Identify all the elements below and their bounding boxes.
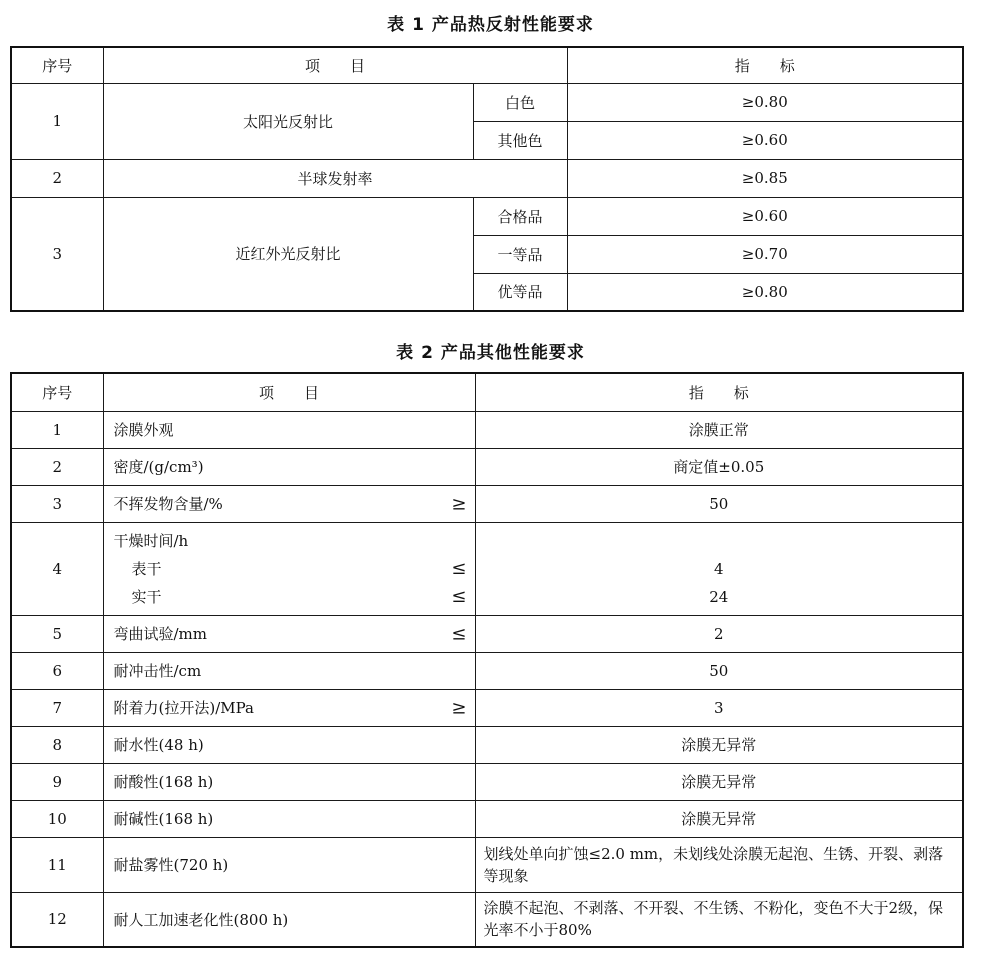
row-no: 7 [11, 689, 103, 726]
table-row [11, 726, 963, 763]
spec-value: 50 [475, 485, 963, 522]
table-row [11, 159, 963, 197]
table-row [11, 837, 963, 892]
row-no: 11 [11, 837, 103, 892]
row-item-label: 弯曲试验/mm [113, 625, 208, 643]
spec-value: 商定值±0.05 [475, 448, 963, 485]
row-item: 太阳光反射比 [103, 83, 473, 159]
sub-item [114, 583, 475, 611]
comparison-symbol: ≤ [451, 585, 467, 607]
spec-value: 2 [475, 615, 963, 652]
row-no: 9 [11, 763, 103, 800]
table-row [11, 522, 963, 615]
sub-label: 一等品 [473, 235, 567, 273]
table-row [11, 411, 963, 448]
row-item-label: 干燥时间/h [113, 531, 189, 550]
row-item: 近红外光反射比 [103, 197, 473, 311]
spec-value: 3 [475, 689, 963, 726]
sub-label: 其他色 [473, 121, 567, 159]
header-spec: 指 标 [475, 373, 963, 411]
table2-header-row [11, 373, 963, 411]
table-row [11, 892, 963, 947]
comparison-symbol: ≤ [451, 623, 467, 644]
row-no: 2 [11, 159, 103, 197]
row-item-label: 附着力(拉开法)/MPa [113, 699, 254, 717]
spec-value: 涂膜不起泡、不剥落、不开裂、不生锈、不粉化，变色不大于2级，保光率不小于80% [475, 892, 963, 947]
header-item: 项 目 [103, 47, 567, 83]
table-row [11, 197, 963, 235]
spec-value: ≥0.85 [567, 159, 963, 197]
row-no: 4 [11, 522, 103, 615]
header-spec: 指 标 [567, 47, 963, 83]
table-row [11, 689, 963, 726]
sub-value: 4 [713, 559, 724, 578]
spec-value: 涂膜无异常 [475, 763, 963, 800]
row-no: 1 [11, 411, 103, 448]
row-item-label: 不挥发物含量/% [113, 495, 223, 513]
row-no: 8 [11, 726, 103, 763]
row-no: 5 [11, 615, 103, 652]
table-row [11, 83, 963, 121]
table-row [11, 448, 963, 485]
row-item: 耐酸性(168 h) [103, 763, 475, 800]
spec-value: 涂膜正常 [475, 411, 963, 448]
spec-value: ≥0.70 [567, 235, 963, 273]
spec-value [475, 522, 963, 615]
row-item: 耐冲击性/cm [103, 652, 475, 689]
table-row [11, 800, 963, 837]
row-no: 3 [11, 197, 103, 311]
spec-value: ≥0.60 [567, 121, 963, 159]
row-no: 2 [11, 448, 103, 485]
row-item [103, 522, 475, 615]
comparison-symbol: ≥ [451, 697, 467, 718]
row-item [103, 615, 475, 652]
spec-value: ≥0.80 [567, 83, 963, 121]
spec-value: ≥0.80 [567, 273, 963, 311]
sub-label: 优等品 [473, 273, 567, 311]
row-item: 耐水性(48 h) [103, 726, 475, 763]
table-row [11, 763, 963, 800]
row-no: 6 [11, 652, 103, 689]
spec-value: 50 [475, 652, 963, 689]
sub-value: 24 [709, 587, 729, 606]
header-no: 序号 [11, 47, 103, 83]
comparison-symbol: ≤ [451, 557, 467, 579]
sub-label: 白色 [473, 83, 567, 121]
sub-label: 实干 [131, 587, 162, 606]
table-row [11, 485, 963, 522]
table1-caption: 表 1 产品热反射性能要求 [387, 15, 594, 35]
row-no: 10 [11, 800, 103, 837]
table-row [11, 615, 963, 652]
row-item: 耐碱性(168 h) [103, 800, 475, 837]
row-item: 耐盐雾性(720 h) [103, 837, 475, 892]
comparison-symbol: ≥ [451, 493, 467, 514]
header-no: 序号 [11, 373, 103, 411]
row-item [103, 689, 475, 726]
spec-value: 涂膜无异常 [475, 800, 963, 837]
table1-header-row [11, 47, 963, 83]
sub-label: 表干 [131, 559, 162, 578]
row-no: 3 [11, 485, 103, 522]
table2-caption: 表 2 产品其他性能要求 [396, 343, 585, 363]
row-no: 1 [11, 83, 103, 159]
row-item: 半球发射率 [103, 159, 567, 197]
other-properties-table [10, 372, 964, 948]
row-item [103, 485, 475, 522]
spec-value: ≥0.60 [567, 197, 963, 235]
spec-value: 划线处单向扩蚀≤2.0 mm，未划线处涂膜无起泡、生锈、开裂、剥落等现象 [475, 837, 963, 892]
row-item: 密度/(g/cm³) [103, 448, 475, 485]
row-item: 耐人工加速老化性(800 h) [103, 892, 475, 947]
sub-item [114, 555, 475, 583]
spec-value: 涂膜无异常 [475, 726, 963, 763]
thermal-reflection-table [10, 46, 964, 312]
row-no: 12 [11, 892, 103, 947]
sub-label: 合格品 [473, 197, 567, 235]
table-row [11, 652, 963, 689]
row-item: 涂膜外观 [103, 411, 475, 448]
header-item: 项 目 [103, 373, 475, 411]
